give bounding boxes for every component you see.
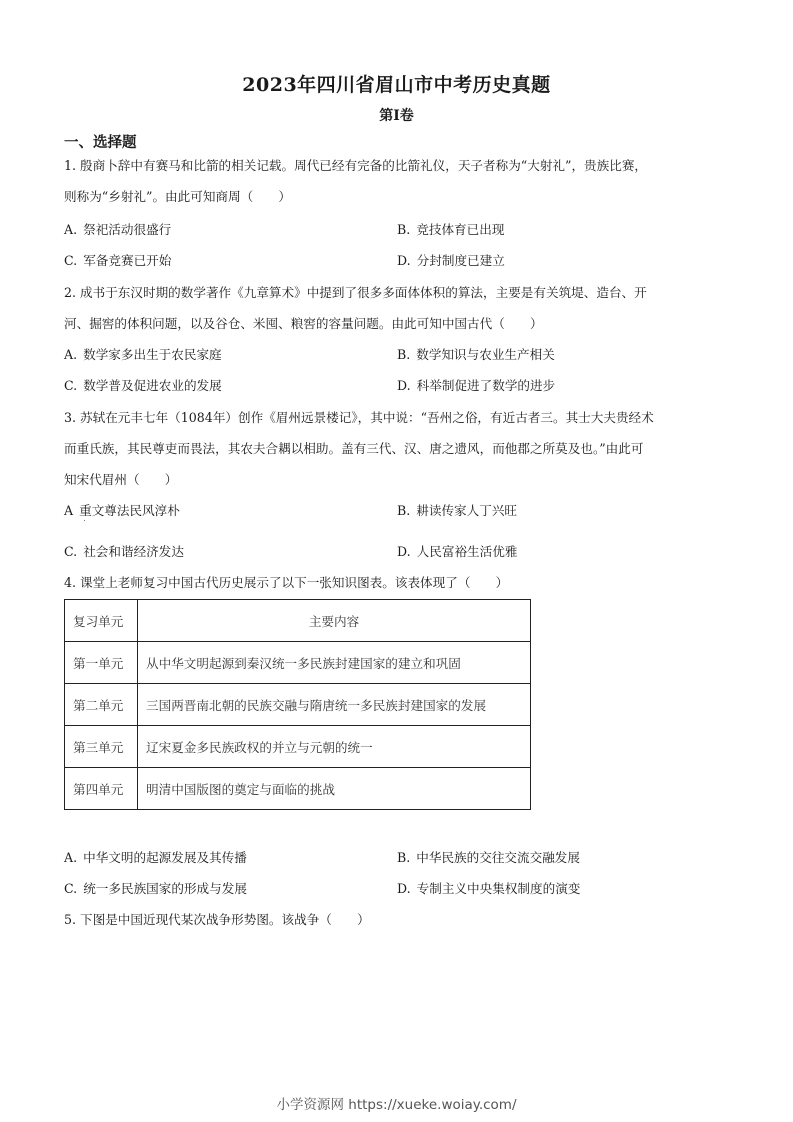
option-c bbox=[64, 378, 222, 394]
table-row bbox=[65, 684, 531, 726]
option-d bbox=[397, 544, 517, 560]
table-cell-content: 明清中国版图的奠定与面临的挑战 bbox=[138, 768, 531, 810]
question-text-line: 则称为“乡射礼”。由此可知商周（ ） bbox=[64, 189, 291, 204]
table-row bbox=[65, 768, 531, 810]
option-key: A. bbox=[64, 850, 78, 865]
option-b bbox=[397, 850, 580, 866]
question-text-line: 4. 课堂上老师复习中国古代历史展示了以下一张知识图表。该表体现了（ ） bbox=[64, 575, 509, 590]
option-a bbox=[64, 850, 247, 866]
option-text: 人民富裕生活优雅 bbox=[416, 544, 518, 559]
option-c bbox=[64, 253, 171, 269]
option-text: 数学知识与农业生产相关 bbox=[416, 347, 555, 362]
table-cell-unit: 第二单元 bbox=[65, 684, 138, 726]
option-key: D. bbox=[397, 544, 411, 559]
option-key: C. bbox=[64, 881, 78, 896]
table-header-row bbox=[65, 600, 531, 642]
option-b bbox=[397, 347, 555, 363]
question-text-line: 2. 成书于东汉时期的数学著作《九章算术》中提到了很多多面体体积的算法，主要是有关筑堤、造台、开 bbox=[64, 285, 647, 300]
option-key: B. bbox=[397, 222, 411, 237]
option-text: 祭祀活动很盛行 bbox=[83, 222, 172, 237]
option-c bbox=[64, 881, 247, 897]
option-key: D. bbox=[397, 881, 411, 896]
question-text-line: 1. 殷商卜辞中有赛马和比箭的相关记载。周代已经有完备的比箭礼仪，天子者称为“大射礼”，贵族比赛， bbox=[64, 158, 648, 173]
table-row bbox=[65, 642, 531, 684]
option-text: 竞技体育已出现 bbox=[416, 222, 505, 237]
option-d bbox=[397, 881, 580, 897]
option-text: 社会和谐经济发达 bbox=[83, 544, 184, 559]
option-key: D. bbox=[397, 253, 411, 268]
table-cell-content: 辽宋夏金多民族政权的并立与元朝的统一 bbox=[138, 726, 531, 768]
option-key: D. bbox=[397, 378, 411, 393]
option-text: 中华民族的交往交流交融发展 bbox=[416, 850, 580, 865]
option-key: C. bbox=[64, 378, 78, 393]
table-cell-unit: 第四单元 bbox=[65, 768, 138, 810]
option-a bbox=[64, 347, 222, 363]
option-d bbox=[397, 253, 505, 269]
option-text: 分封制度已建立 bbox=[416, 253, 505, 268]
question-text-line: 而重氏族，其民尊吏而畏法，其农夫合耦以相助。盖有三代、汉、唐之遗风，而他郡之所莫及也。”由此可 bbox=[64, 441, 644, 456]
option-text: 统一多民族国家的形成与发展 bbox=[83, 881, 247, 896]
option-key: B. bbox=[397, 503, 411, 518]
option-a bbox=[64, 222, 171, 238]
volume-label: 第I卷 bbox=[379, 108, 414, 124]
option-b bbox=[397, 503, 517, 519]
stray-dot bbox=[84, 520, 85, 521]
question-text-line: 5. 下图是中国近现代某次战争形势图。该战争（ ） bbox=[64, 912, 370, 927]
option-key: A. bbox=[64, 347, 78, 362]
table-cell-content: 从中华文明起源到秦汉统一多民族封建国家的建立和巩固 bbox=[138, 642, 531, 684]
question-text-line: 河、掘窖的体积问题，以及谷仓、米囤、粮窖的容量问题。由此可知中国古代（ ） bbox=[64, 316, 543, 331]
question-text-line: 知宋代眉州（ ） bbox=[64, 472, 178, 487]
table-cell-content: 三国两晋南北朝的民族交融与隋唐统一多民族封建国家的发展 bbox=[138, 684, 531, 726]
option-text: 数学家多出生于农民家庭 bbox=[83, 347, 222, 362]
option-key: A bbox=[64, 503, 74, 518]
table-row bbox=[65, 726, 531, 768]
option-key: C. bbox=[64, 253, 78, 268]
table-cell-unit: 第一单元 bbox=[65, 642, 138, 684]
option-key: B. bbox=[397, 347, 411, 362]
option-text: 中华文明的起源发展及其传播 bbox=[83, 850, 247, 865]
option-text: 数学普及促进农业的发展 bbox=[83, 378, 222, 393]
option-c bbox=[64, 544, 184, 560]
section-heading: 一、选择题 bbox=[64, 134, 137, 151]
review-units-table bbox=[64, 599, 531, 810]
page-title: 2023年四川省眉山市中考历史真题 bbox=[242, 74, 551, 96]
option-text: 重文尊法民风淳朴 bbox=[79, 503, 180, 518]
option-key: A. bbox=[64, 222, 78, 237]
option-text: 耕读传家人丁兴旺 bbox=[416, 503, 518, 518]
table-header-content: 主要内容 bbox=[138, 600, 531, 642]
question-text-line: 3. 苏轼在元丰七年（1084年）创作《眉州远景楼记》，其中说：“吾州之俗，有近古者三。其士大夫贵经术 bbox=[64, 410, 654, 425]
option-key: C. bbox=[64, 544, 78, 559]
option-b bbox=[397, 222, 504, 238]
option-d bbox=[397, 378, 555, 394]
option-key: B. bbox=[397, 850, 411, 865]
option-a bbox=[64, 503, 180, 519]
footer-watermark: 小学资源网 https://xueke.woiay.com/ bbox=[276, 1097, 517, 1113]
option-text: 军备竞赛已开始 bbox=[83, 253, 172, 268]
table-cell-unit: 第三单元 bbox=[65, 726, 138, 768]
table-header-unit: 复习单元 bbox=[65, 600, 138, 642]
option-text: 科举制促进了数学的进步 bbox=[416, 378, 556, 393]
option-text: 专制主义中央集权制度的演变 bbox=[416, 881, 581, 896]
